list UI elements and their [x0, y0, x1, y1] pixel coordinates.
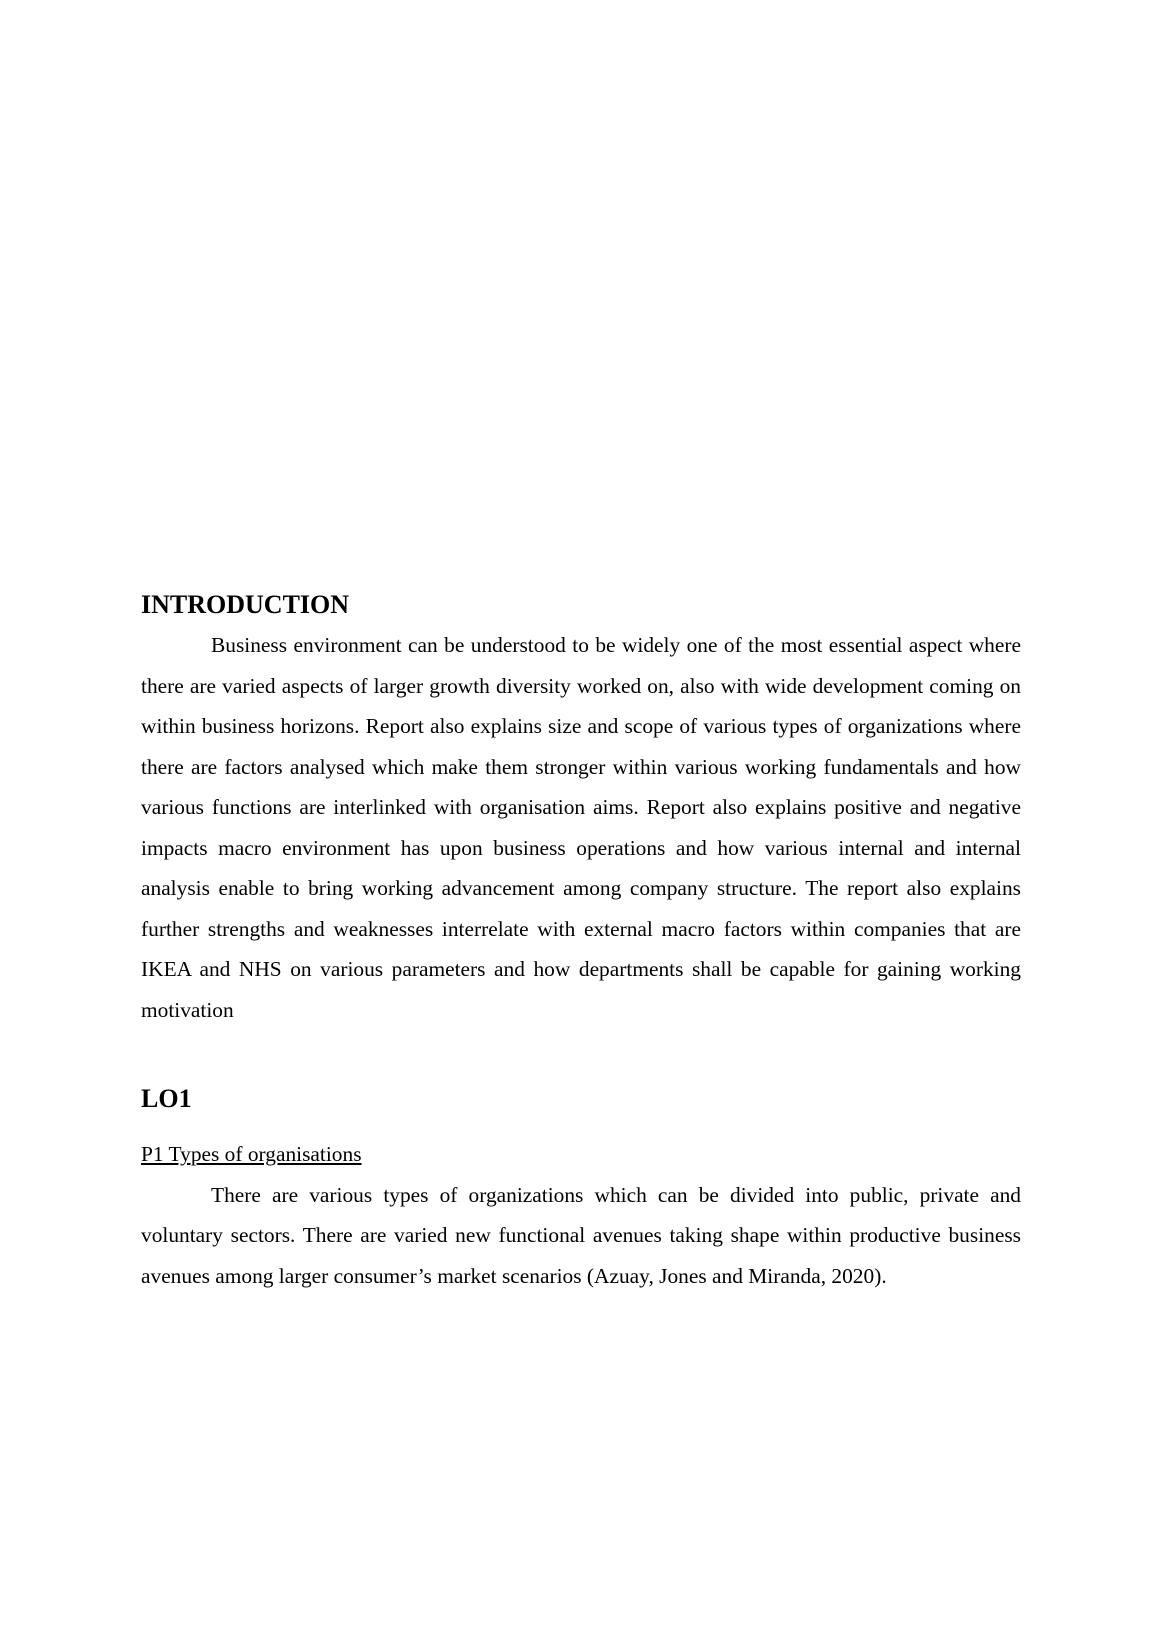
- p1-subheading: P1 Types of organisations: [141, 1142, 362, 1166]
- introduction-heading: INTRODUCTION: [141, 590, 350, 619]
- page-content: [141, 585, 1021, 1296]
- p1-paragraph: There are various types of organizations which can be divided into public, private and voluntary sectors. There are varied new functional avenues taking shape within productive business avenues among larger consumer’s market scenarios (Azuay, Jones and Miranda, 2020).: [141, 1182, 1021, 1288]
- introduction-paragraph: Business environment can be understood to be widely one of the most essential aspect where there are varied aspects of larger growth diversity worked on, also with wide development coming on within business horizons. Report also explains size and scope of various types of organizations where there are factors analysed which make them stronger within various working fundamentals and how various functions are interlinked with organisation aims. Report also explains positive and negative impacts macro environment has upon business operations and how various internal and internal analysis enable to bring working advancement among company structure. The report also explains further strengths and weaknesses interrelate with external macro factors within companies that are IKEA and NHS on various parameters and how departments shall be capable for gaining working motivation: [141, 633, 1021, 1022]
- lo1-heading: LO1: [141, 1084, 192, 1113]
